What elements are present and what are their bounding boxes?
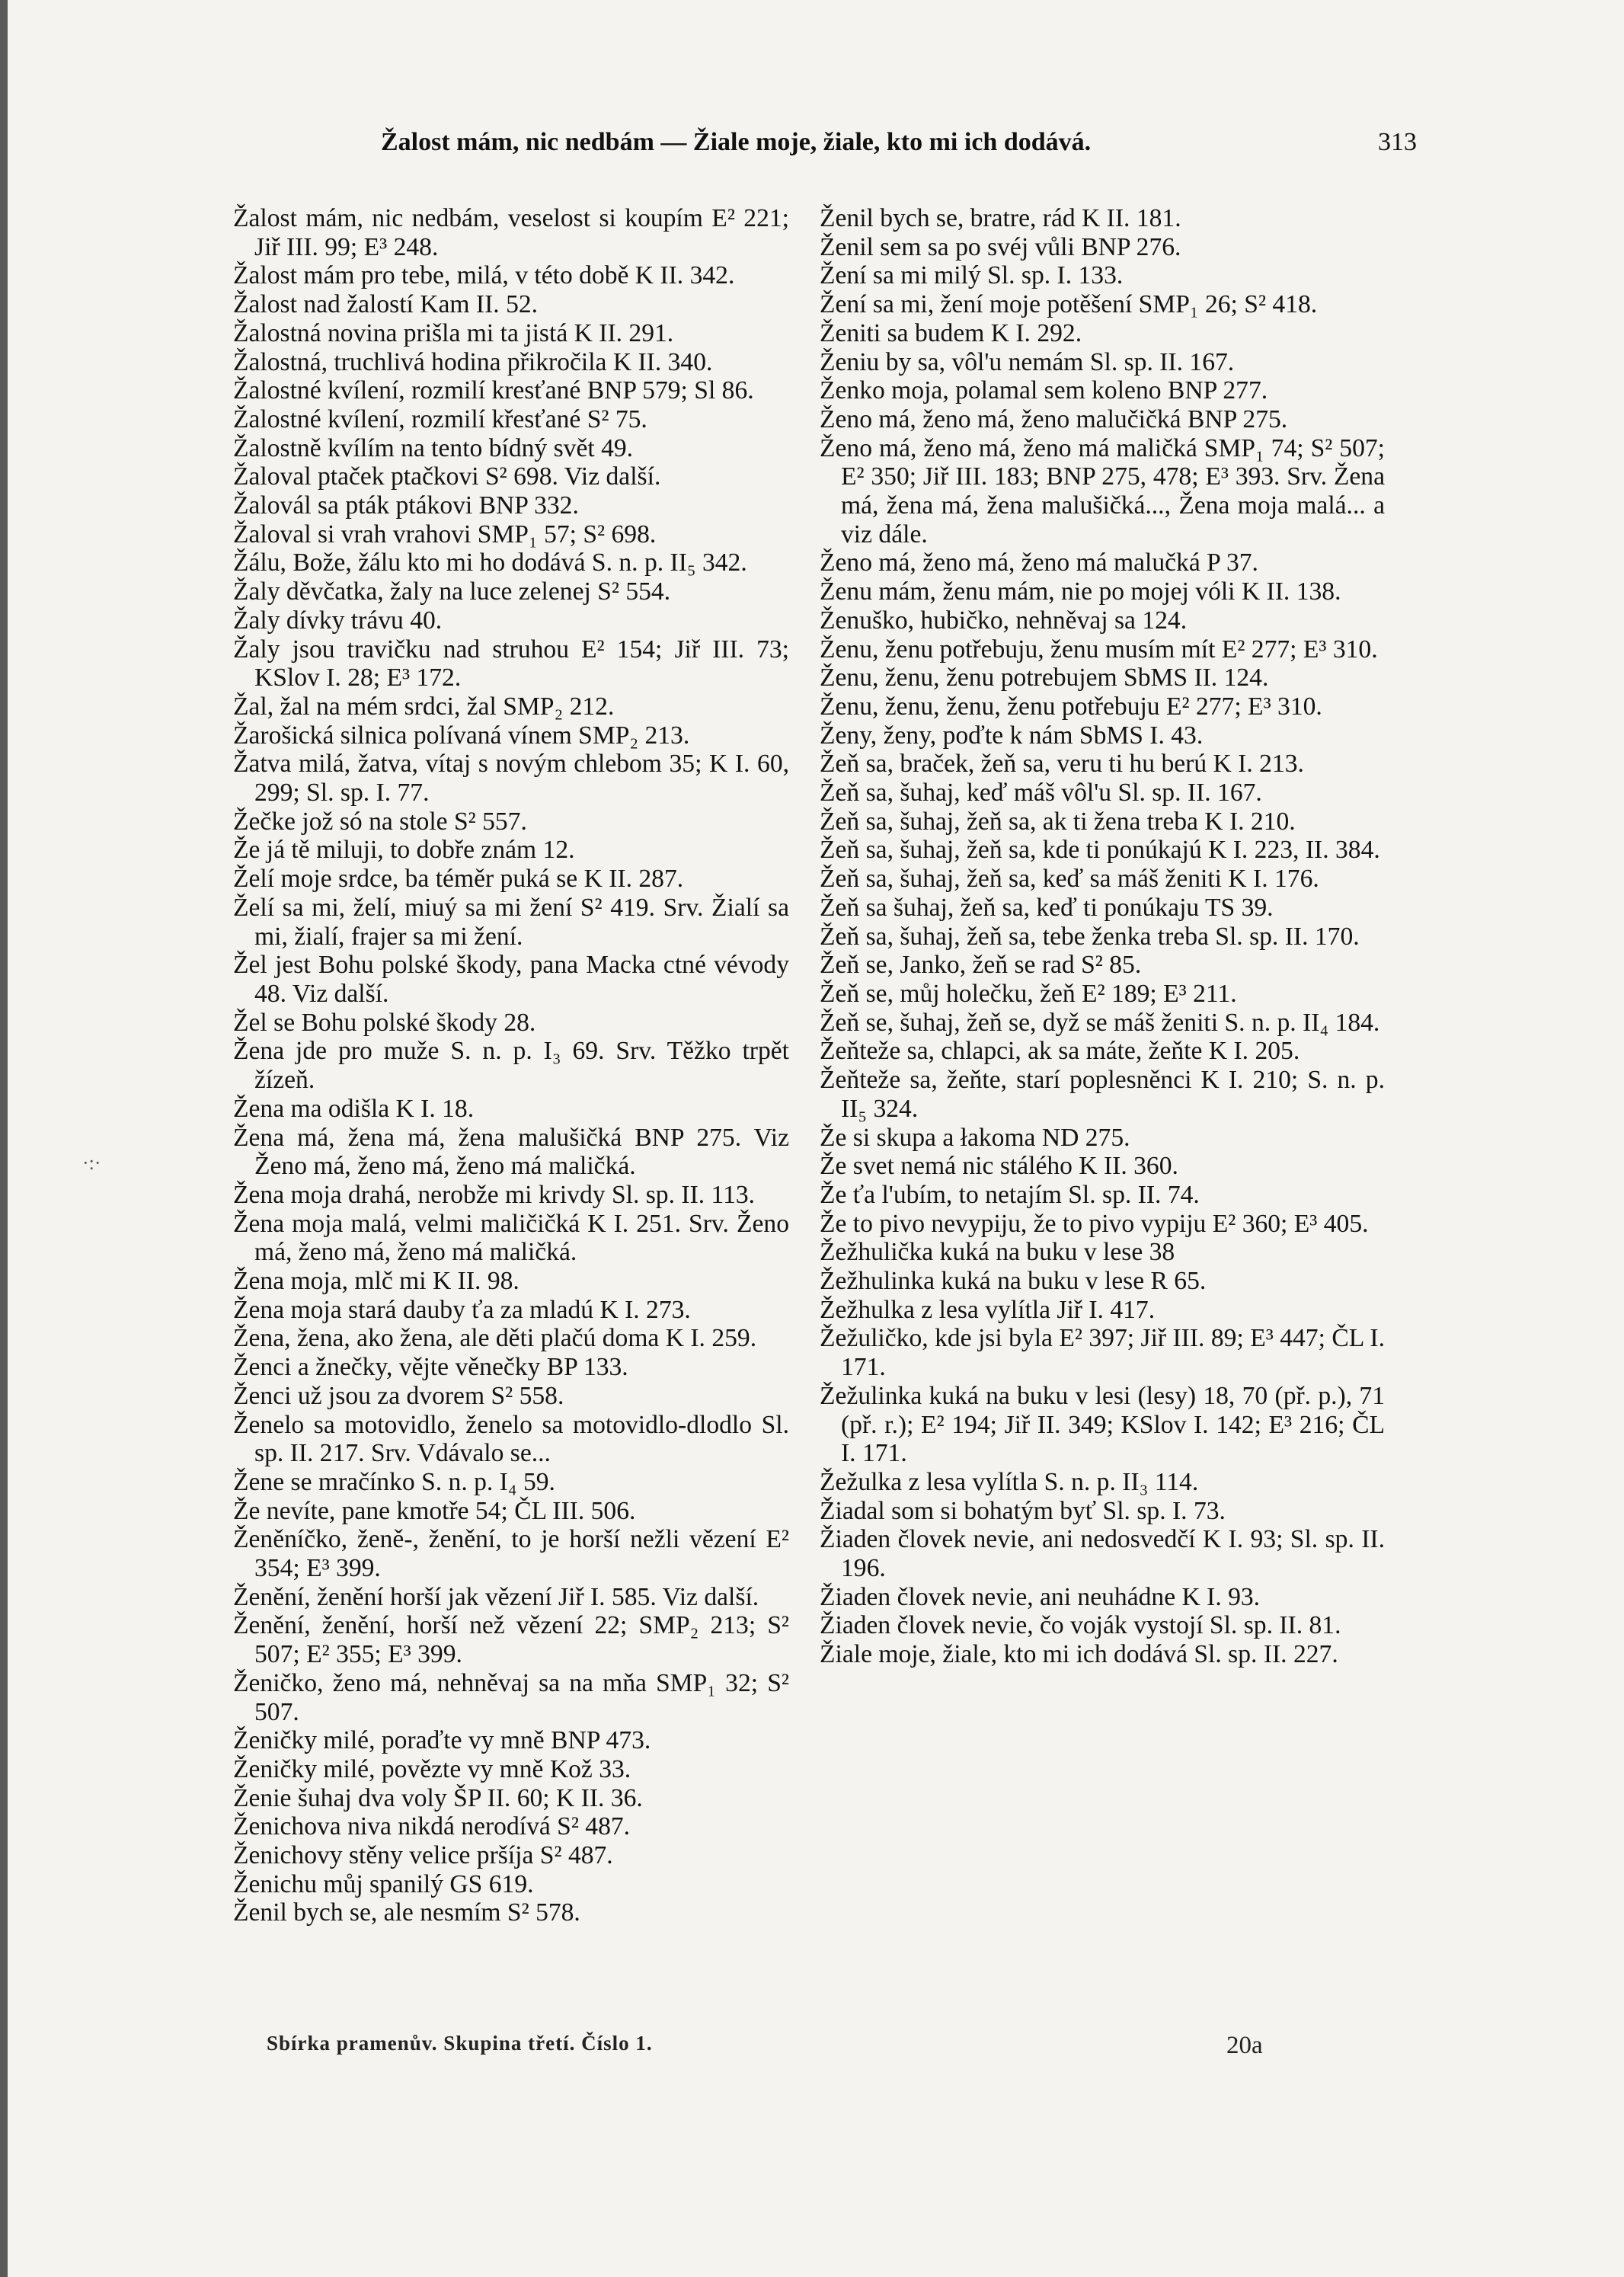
index-entry: Žena moja drahá, nerobže mi krivdy Sl. sp. II. 113. xyxy=(233,1180,756,1209)
index-entry: Že svet nemá nic stálého K II. 360. xyxy=(820,1152,1178,1181)
index-entry: Žalost mám pro tebe, milá, v této době K II. 342. xyxy=(233,261,735,290)
index-entry: Ženichova niva nikdá nerodívá S² 487. xyxy=(233,1812,631,1841)
index-entry: Ženo má, ženo má, ženo má malučká P 37. xyxy=(820,548,1258,577)
index-entry: Želí sa mi, želí, miuý sa mi žení S² 419. Srv. Žialí sa mi, žialí, frajer sa mi žení. xyxy=(233,893,789,951)
index-entry: Žal, žal na mém srdci, žal SMP₂ 212. xyxy=(233,692,615,721)
index-entry: Žarošická silnica polívaná vínem SMP₂ 213. xyxy=(233,721,690,750)
index-entry: Žena ma odišla K I. 18. xyxy=(233,1094,475,1123)
index-entry: Žiadal som si bohatým byť Sl. sp. I. 73. xyxy=(820,1496,1226,1525)
index-entry: Žalostně kvílím na tento bídný svět 49. xyxy=(233,433,634,462)
index-entry: Žena má, žena má, žena malušičká BNP 275. Viz Ženo má, ženo má, ženo má maličká. xyxy=(233,1123,789,1181)
index-entry: Žalost nad žalostí Kam II. 52. xyxy=(233,290,539,319)
index-entry: Ženiu by sa, vôl'u nemám Sl. sp. II. 167. xyxy=(820,347,1235,376)
index-entry: Ženičky milé, povězte vy mně Kož 33. xyxy=(233,1754,631,1783)
index-entry: Žalostné kvílení, rozmilí kresťané BNP 579; Sl 86. xyxy=(233,376,754,405)
index-entry: Žeň se, můj holečku, žeň E² 189; E³ 211. xyxy=(820,979,1237,1008)
index-entry: Žežuličko, kde jsi byla E² 397; Jiř III. 89; E³ 447; ČL I. 171. xyxy=(820,1324,1385,1382)
index-entry: Že si skupa a łakoma ND 275. xyxy=(820,1123,1130,1152)
index-column-left xyxy=(233,204,789,1927)
index-entry: Žeň sa, šuhaj, keď máš vôl'u Sl. sp. II. 167. xyxy=(820,779,1262,808)
index-entry: Žeň sa, braček, žeň sa, veru ti hu berú K I. 213. xyxy=(820,750,1304,779)
index-entry: Žaloval ptaček ptačkovi S² 698. Viz další. xyxy=(233,462,661,491)
index-entry: Žena moja malá, velmi maličičká K I. 251. Srv. Ženo má, ženo má, ženo má maličká. xyxy=(233,1209,789,1267)
index-entry: Ženil sem sa po svéj vůli BNP 276. xyxy=(820,232,1181,261)
index-entry: Žeň se, Janko, žeň se rad S² 85. xyxy=(820,951,1142,980)
index-entry: Ženci a žnečky, vějte věnečky BP 133. xyxy=(233,1353,628,1382)
index-entry: Ženěníčko, ženě-, ženění, to je horší nežli vězení E² 354; E³ 399. xyxy=(233,1525,789,1583)
index-entry: Ženu, ženu, ženu, ženu potřebuju E² 277; E³ 310. xyxy=(820,692,1322,721)
index-entry: Žalostná novina prišla mi ta jistá K II. 291. xyxy=(233,318,674,347)
index-entry: Ženo má, ženo má, ženo má maličká SMP₁ 74; S² 507; E² 350; Jiř III. 183; BNP 275, 478; E³ 393. Srv. Žena má, žena má, žena malušičká..., Žena moja malá... a viz dále. xyxy=(820,433,1385,548)
index-entry: Žeň se, šuhaj, žeň se, dyž se máš ženiti S. n. p. II₄ 184. xyxy=(820,1008,1380,1037)
index-entry: Žeň sa, šuhaj, žeň sa, tebe ženka treba Sl. sp. II. 170. xyxy=(820,922,1360,951)
index-entry: Ženelo sa motovidlo, ženelo sa motovidlo-dlodlo Sl. sp. II. 217. Srv. Vdávalo se... xyxy=(233,1410,789,1468)
sheet-signature: 20a xyxy=(1226,2032,1263,2059)
index-entry: Ženichu můj spanilý GS 619. xyxy=(233,1869,534,1898)
index-entry: Žežulka z lesa vylítla S. n. p. II₃ 114. xyxy=(820,1467,1199,1496)
index-entry: Žalostné kvílení, rozmilí křesťané S² 75. xyxy=(233,405,647,433)
index-entry: Žeňteže sa, chlapci, ak sa máte, žeňte K I. 205. xyxy=(820,1037,1300,1066)
index-entry: Žiaden človek nevie, čo voják vystojí Sl. sp. II. 81. xyxy=(820,1611,1341,1640)
index-entry: Žežhulinka kuká na buku v lese R 65. xyxy=(820,1267,1207,1296)
index-entry: Žaly děvčatka, žaly na luce zelenej S² 554. xyxy=(233,577,671,606)
index-entry: Ženy, ženy, poďte k nám SbMS I. 43. xyxy=(820,721,1204,750)
index-entry: Žena moja stará dauby ťa za mladú K I. 273. xyxy=(233,1295,691,1324)
book-page xyxy=(8,0,1624,2277)
index-entry: Ženičky milé, poraďte vy mně BNP 473. xyxy=(233,1726,651,1755)
index-entry: Žaly dívky trávu 40. xyxy=(233,606,443,635)
index-entry: Žaly jsou travičku nad struhou E² 154; Jiř III. 73; KSlov I. 28; E³ 172. xyxy=(233,635,789,692)
running-header xyxy=(381,128,1417,157)
index-entry: Žena, žena, ako žena, ale děti plačú doma K I. 259. xyxy=(233,1324,757,1353)
index-entry: Ženu, ženu, ženu potrebujem SbMS II. 124. xyxy=(820,664,1269,692)
index-entry: Žiaden človek nevie, ani nedosvedčí K I. 93; Sl. sp. II. 196. xyxy=(820,1525,1385,1583)
index-entry: Že ťa l'ubím, to netajím Sl. sp. II. 74. xyxy=(820,1180,1200,1209)
index-entry: Žežulinka kuká na buku v lesi (lesy) 18, 70 (př. p.), 71 (př. r.); E² 194; Jiř II. 349; KSlov I. 142; E³ 216; ČL I. 171. xyxy=(820,1381,1385,1468)
margin-speck: ·:· xyxy=(82,1152,101,1174)
running-title: Žalost mám, nic nedbám — Žiale moje, žiale, kto mi ich dodává. xyxy=(381,128,1092,156)
index-entry: Žiale moje, žiale, kto mi ich dodává Sl. sp. II. 227. xyxy=(820,1640,1338,1669)
index-entry: Žene se mračínko S. n. p. I₄ 59. xyxy=(233,1467,555,1496)
index-entry: Žečke jož só na stole S² 557. xyxy=(233,807,527,836)
index-entry: Že já tě miluji, to dobře znám 12. xyxy=(233,836,575,865)
index-entry: Žena jde pro muže S. n. p. I₃ 69. Srv. Těžko trpět žízeň. xyxy=(233,1037,789,1095)
index-entry: Ženko moja, polamal sem koleno BNP 277. xyxy=(820,376,1268,405)
index-entry: Ženil bych se, ale nesmím S² 578. xyxy=(233,1898,580,1927)
index-entry: Žení sa mi, žení moje potěšení SMP₁ 26; S² 418. xyxy=(820,290,1318,319)
index-entry: Žel jest Bohu polské škody, pana Macka ctné vévody 48. Viz další. xyxy=(233,951,789,1008)
index-entry: Ženuško, hubičko, nehněvaj sa 124. xyxy=(820,606,1188,635)
index-entry: Že nevíte, pane kmotře 54; ČL III. 506. xyxy=(233,1496,636,1525)
index-entry: Ženičko, ženo má, nehněvaj sa na mňa SMP₁ 32; S² 507. xyxy=(233,1668,789,1726)
index-column-right xyxy=(820,204,1385,1669)
index-entry: Želí moje srdce, ba téměr puká se K II. 287. xyxy=(233,865,684,894)
index-entry: Že to pivo nevypiju, že to pivo vypiju E² 360; E³ 405. xyxy=(820,1209,1369,1238)
index-entry: Ženiti sa budem K I. 292. xyxy=(820,318,1082,347)
index-entry: Žeň sa, šuhaj, žeň sa, kde ti ponúkajú K I. 223, II. 384. xyxy=(820,836,1380,865)
index-entry: Ženu, ženu potřebuju, ženu musím mít E² 277; E³ 310. xyxy=(820,635,1378,664)
series-imprint: Sbírka pramenův. Skupina třetí. Číslo 1. xyxy=(267,2032,653,2055)
index-entry: Ženichovy stěny velice pršíja S² 487. xyxy=(233,1841,613,1870)
index-entry: Žežhulka z lesa vylítla Jiř I. 417. xyxy=(820,1295,1156,1324)
index-entry: Ženu mám, ženu mám, nie po mojej vóli K II. 138. xyxy=(820,577,1341,606)
index-entry: Žaloval si vrah vrahovi SMP₁ 57; S² 698. xyxy=(233,520,657,548)
index-entry: Ženění, ženění horší jak vězení Jiř I. 585. Viz další. xyxy=(233,1582,759,1611)
index-entry: Žatva milá, žatva, vítaj s novým chlebom 35; K I. 60, 299; Sl. sp. I. 77. xyxy=(233,750,789,808)
index-entry: Žel se Bohu polské škody 28. xyxy=(233,1008,536,1037)
index-entry: Žena moja, mlč mi K II. 98. xyxy=(233,1267,519,1296)
index-entry: Žeň sa, šuhaj, žeň sa, keď sa máš ženiti K I. 176. xyxy=(820,865,1319,894)
index-entry: Ženie šuhaj dva voly ŠP II. 60; K II. 36. xyxy=(233,1783,643,1812)
index-entry: Ženo má, ženo má, ženo malučičká BNP 275. xyxy=(820,405,1288,433)
index-entry: Žalost mám, nic nedbám, veselost si koupím E² 221; Jiř III. 99; E³ 248. xyxy=(233,204,789,261)
index-entry: Ženil bych se, bratre, rád K II. 181. xyxy=(820,204,1181,232)
index-entry: Žálu, Bože, žálu kto mi ho dodává S. n. p. II₅ 342. xyxy=(233,548,747,577)
index-entry: Ženění, ženění, horší než vězení 22; SMP₂ 213; S² 507; E² 355; E³ 399. xyxy=(233,1611,789,1669)
index-entry: Žeň sa, šuhaj, žeň sa, ak ti žena treba K I. 210. xyxy=(820,807,1296,836)
index-entry: Žení sa mi milý Sl. sp. I. 133. xyxy=(820,261,1124,290)
index-entry: Ženci už jsou za dvorem S² 558. xyxy=(233,1381,564,1410)
page-number: 313 xyxy=(1378,128,1417,156)
index-entry: Žežhulička kuká na buku v lese 38 xyxy=(820,1238,1175,1267)
index-entry: Žalovál sa pták ptákovi BNP 332. xyxy=(233,491,579,520)
index-entry: Žeňteže sa, žeňte, starí poplesněnci K I. 210; S. n. p. II₅ 324. xyxy=(820,1066,1385,1123)
index-entry: Žiaden človek nevie, ani neuhádne K I. 93. xyxy=(820,1582,1261,1611)
index-entry: Žalostná, truchlivá hodina přikročila K II. 340. xyxy=(233,347,713,376)
index-entry: Žeň sa šuhaj, žeň sa, keď ti ponúkaju TS 39. xyxy=(820,893,1274,922)
